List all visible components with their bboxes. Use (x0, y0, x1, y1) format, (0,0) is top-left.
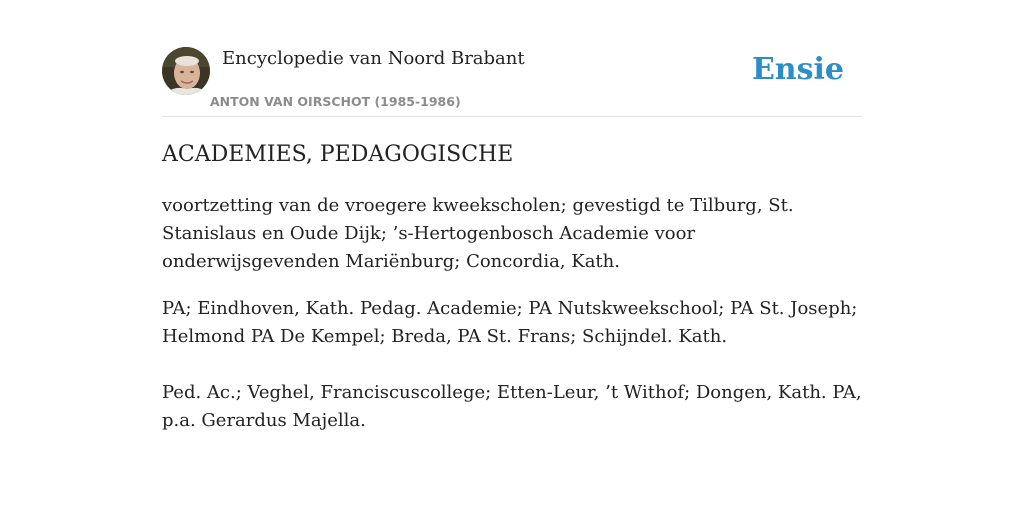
article-paragraph: voortzetting van de vroegere kweekscholen; gevestigd te Tilburg, St. Stanislaus en Oude Dijk; ’s-Hertogenbosch Academie voor onderwijsgevenden Mariënburg; Concordia, Kath. (162, 195, 794, 272)
article-title: ACADEMIES, PEDAGOGISCHE (162, 142, 514, 167)
author-portrait-icon (162, 47, 210, 95)
site-title[interactable]: Encyclopedie van Noord Brabant (222, 48, 525, 69)
article-paragraph: PA; Eindhoven, Kath. Pedag. Academie; PA Nutskweekschool; PA St. Joseph; Helmond PA De Kempel; Breda, PA St. Frans; Schijndel. Kath. (162, 298, 858, 347)
article-paragraph: Ped. Ac.; Veghel, Franciscuscollege; Etten-Leur, ’t Withof; Dongen, Kath. PA, p.a. Gerardus Majella. (162, 382, 862, 431)
avatar[interactable] (162, 47, 210, 95)
header (162, 46, 862, 117)
author-name[interactable]: ANTON VAN OIRSCHOT (1985-1986) (210, 94, 461, 109)
ensie-logo[interactable]: Ensie (751, 52, 844, 87)
